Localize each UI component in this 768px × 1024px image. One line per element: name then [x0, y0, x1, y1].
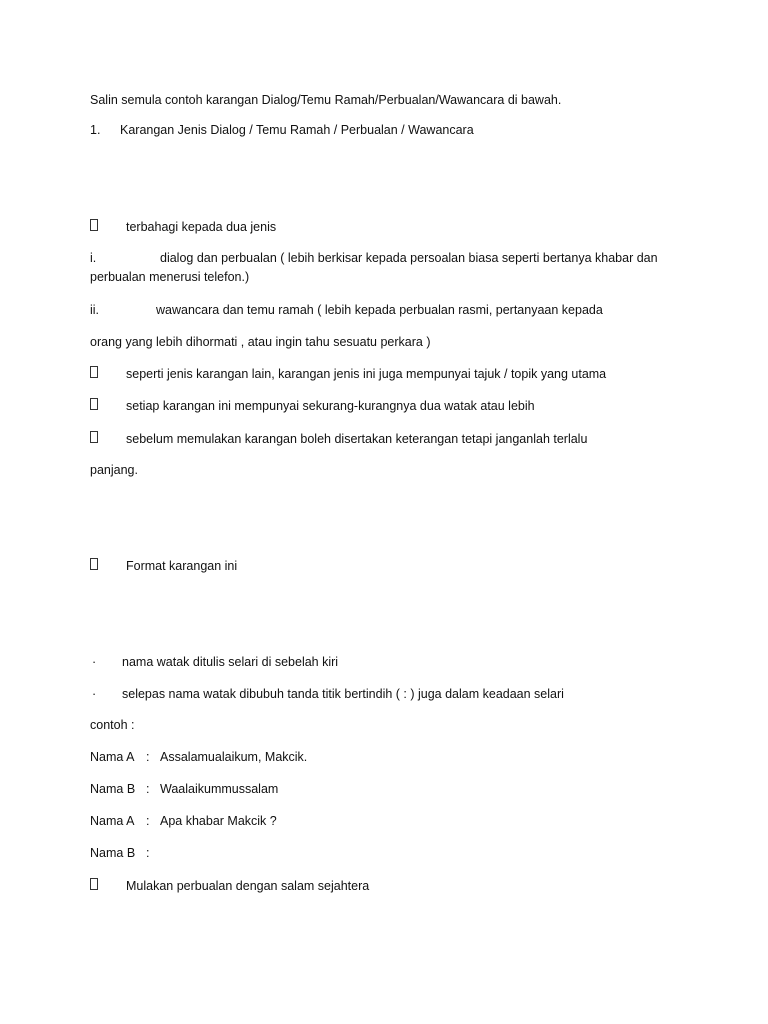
- dot-text-name-left: nama watak ditulis selari di sebelah kiri: [122, 655, 339, 669]
- dot-icon: ·: [92, 655, 97, 669]
- example-label: contoh :: [90, 718, 135, 732]
- section-title: Karangan Jenis Dialog / Temu Ramah / Perbualan / Wawancara: [120, 123, 474, 137]
- dialog-colon: :: [146, 750, 150, 764]
- bullet-text-characters: setiap karangan ini mempunyai sekurang-kurangnya dua watak atau lebih: [126, 399, 535, 413]
- bullet-text-greeting: Mulakan perbualan dengan salam sejahtera: [126, 879, 370, 893]
- dot-text-colon: selepas nama watak dibubuh tanda titik bertindih ( : ) juga dalam keadaan selari: [122, 687, 564, 701]
- dialog-colon: :: [146, 846, 150, 860]
- dialog-line: Waalaikummussalam: [160, 782, 279, 796]
- bullet-text-types: terbahagi kepada dua jenis: [126, 220, 277, 234]
- dialog-line: Apa khabar Makcik ?: [160, 814, 277, 828]
- dialog-line: Assalamualaikum, Makcik.: [160, 750, 308, 764]
- bullet-icon: [90, 366, 98, 382]
- bullet-text-description-line2: panjang.: [90, 463, 138, 477]
- list-label-ii: ii.: [90, 303, 100, 317]
- bullet-icon: [90, 431, 98, 447]
- bullet-icon: [90, 558, 98, 574]
- dialog-speaker: Nama B: [90, 846, 136, 860]
- intro-text: Salin semula contoh karangan Dialog/Temu Ramah/Perbualan/Wawancara di bawah.: [90, 93, 562, 107]
- list-text-ii-line1: wawancara dan temu ramah ( lebih kepada perbualan rasmi, pertanyaan kepada: [156, 303, 603, 317]
- bullet-icon: [90, 878, 98, 894]
- list-text-ii-line2: orang yang lebih dihormati , atau ingin tahu sesuatu perkara ): [90, 335, 431, 349]
- bullet-icon: [90, 219, 98, 235]
- bullet-icon: [90, 398, 98, 414]
- dialog-speaker: Nama A: [90, 814, 135, 828]
- bullet-text-description-line1: sebelum memulakan karangan boleh disertakan keterangan tetapi janganlah terlalu: [126, 432, 588, 446]
- list-text-i-line1: dialog dan perbualan ( lebih berkisar kepada persoalan biasa seperti bertanya khabar dan: [160, 251, 658, 265]
- section-number: 1.: [90, 123, 101, 137]
- dialog-speaker: Nama B: [90, 782, 136, 796]
- list-label-i: i.: [90, 251, 97, 265]
- bullet-text-title: seperti jenis karangan lain, karangan jenis ini juga mempunyai tajuk / topik yang utama: [126, 367, 607, 381]
- dialog-colon: :: [146, 814, 150, 828]
- dialog-speaker: Nama A: [90, 750, 135, 764]
- list-text-i-line2: perbualan menerusi telefon.): [90, 270, 250, 284]
- dialog-colon: :: [146, 782, 150, 796]
- dot-icon: ·: [92, 687, 97, 701]
- bullet-text-format: Format karangan ini: [126, 559, 238, 573]
